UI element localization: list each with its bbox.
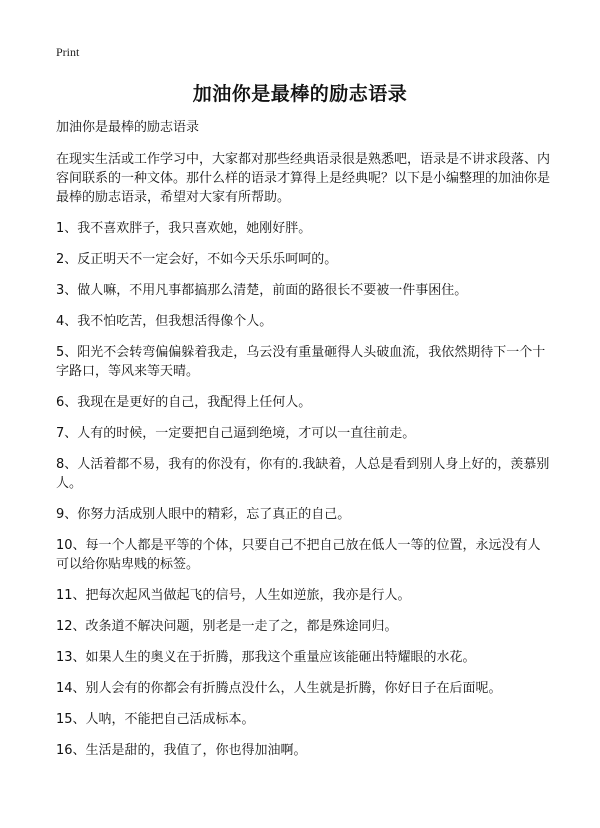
quote-item: 11、把每次起风当做起飞的信号，人生如逆旅，我亦是行人。 [56, 588, 411, 603]
quote-item: 6、我现在是更好的自己，我配得上任何人。 [56, 395, 312, 410]
quote-item: 15、人呐，不能把自己活成标本。 [56, 712, 255, 727]
quote-item: 8、人活着都不易，我有的你没有，你有的.我缺着，人总是看到别人身上好的，羡慕别人。 [56, 457, 550, 491]
quote-item: 3、做人嘛，不用凡事都搞那么清楚，前面的路很长不要被一件事困住。 [56, 283, 468, 298]
intro-paragraph: 在现实生活或工作学习中，大家都对那些经典语录很是熟悉吧，语录是不讲求段落、内容间联系的一种文体。那什么样的语录才算得上是经典呢？以下是小编整理的加油你是最棒的励志语录，希望对大家有所帮助。 [56, 152, 551, 205]
print-link[interactable]: Print [56, 45, 80, 59]
quote-item: 14、别人会有的你都会有折腾点没什么，人生就是折腾，你好日子在后面呢。 [56, 681, 502, 696]
quote-item: 5、阳光不会转弯偏偏躲着我走，乌云没有重量砸得人头破血流，我依然期待下一个十字路口，等风来等天晴。 [56, 345, 546, 379]
quote-item: 12、改条道不解决问题，别老是一走了之，都是殊途同归。 [56, 619, 398, 634]
quote-item: 10、每一个人都是平等的个体，只要自己不把自己放在低人一等的位置，永远没有人可以给你贴卑贱的标签。 [56, 538, 541, 572]
quote-item: 4、我不怕吃苦，但我想活得像个人。 [56, 314, 273, 329]
quote-item: 16、生活是甜的，我值了，你也得加油啊。 [56, 743, 307, 758]
quote-item: 7、人有的时候，一定要把自己逼到绝境，才可以一直往前走。 [56, 426, 416, 441]
article-body [56, 118, 551, 772]
article-subtitle: 加油你是最棒的励志语录 [56, 120, 200, 135]
quote-item: 1、我不喜欢胖子，我只喜欢她，她刚好胖。 [56, 221, 312, 236]
quote-item: 13、如果人生的奥义在于折腾，那我这个重量应该能砸出特耀眼的水花。 [56, 650, 476, 665]
quote-item: 2、反正明天不一定会好，不如今天乐乐呵呵的。 [56, 252, 338, 267]
quote-item: 9、你努力活成别人眼中的精彩，忘了真正的自己。 [56, 507, 351, 522]
page-title: 加油你是最棒的励志语录 [192, 83, 408, 105]
